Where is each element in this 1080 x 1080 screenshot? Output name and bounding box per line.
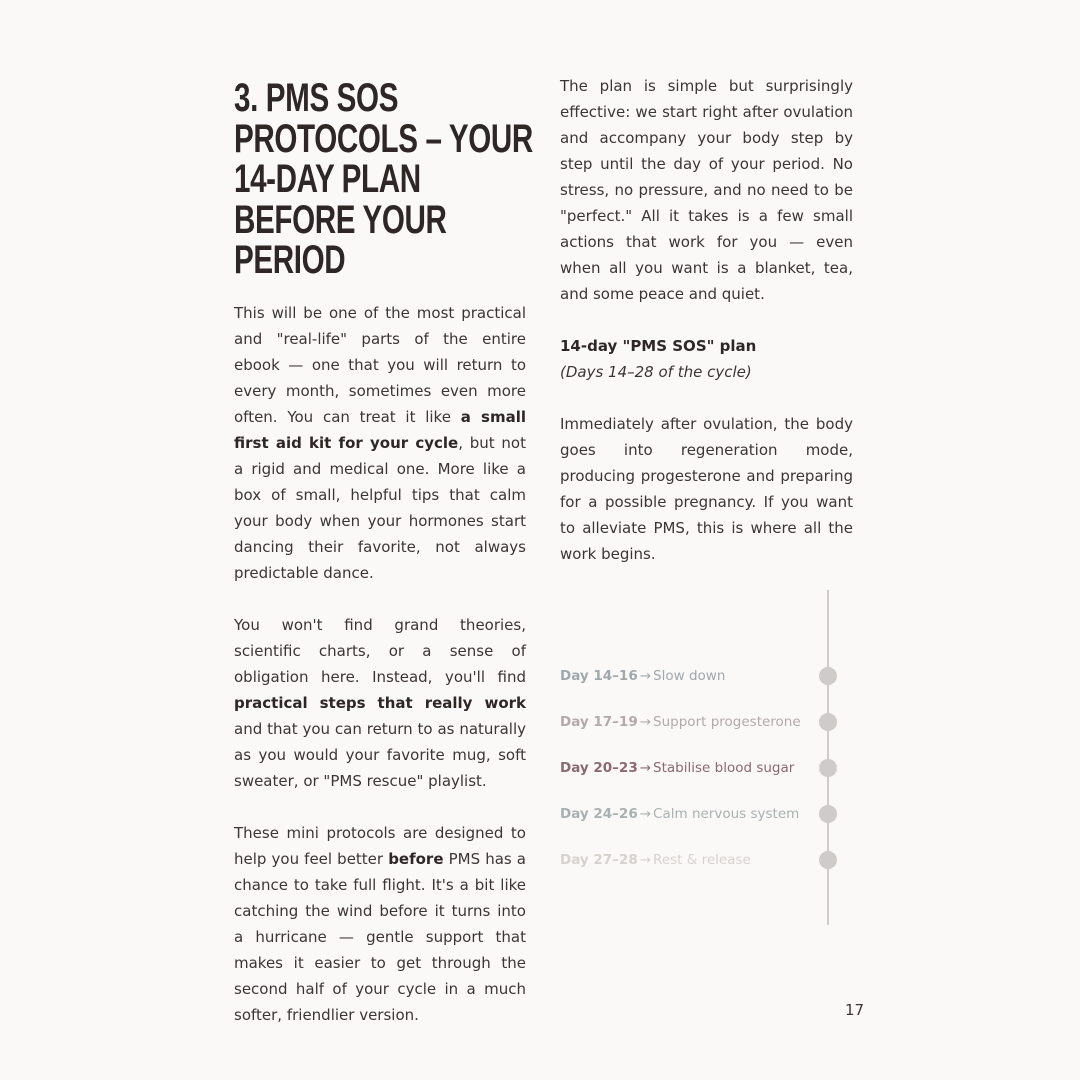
- bold-phrase: practical steps that really work: [234, 693, 526, 712]
- title-line: PERIOD: [234, 238, 346, 282]
- timeline-label: Stabilise blood sugar: [653, 760, 795, 776]
- timeline-dot: [819, 667, 837, 685]
- arrow-right-icon: →: [639, 714, 652, 730]
- paragraph-ovulation: Immediately after ovulation, the body goes into regeneration mode, producing progesterone and preparing for a possible pregnancy. If you want to alleviate PMS, this is where all the work begins.: [560, 415, 853, 563]
- text-run: and that you can return to as naturally as you would your favorite mug, soft sweater, or "PMS rescue" playlist.: [234, 719, 526, 790]
- text-run: You won't find grand theories, scientific charts, or a sense of obligation here. Instead, you'll find: [234, 615, 526, 686]
- timeline-day: Day 20–23: [560, 760, 638, 776]
- timeline-day: Day 24–26: [560, 806, 638, 822]
- title-line: BEFORE YOUR: [234, 197, 447, 242]
- page-title: [234, 76, 533, 282]
- paragraph-practical: [234, 612, 526, 794]
- timeline-dot: [819, 805, 837, 823]
- left-column: [234, 76, 533, 1028]
- timeline-item: [560, 712, 850, 732]
- text-run: This will be one of the most practical and "real-life" parts of the entire ebook — one that you will return to every month, sometimes even more often. You can treat it like: [234, 303, 526, 426]
- timeline-dot: [819, 851, 837, 869]
- timeline-day: Day 17–19: [560, 714, 638, 730]
- timeline-label: Rest & release: [653, 852, 751, 868]
- timeline-label: Slow down: [653, 668, 726, 684]
- page-number: 17: [845, 1001, 865, 1019]
- text-run: PMS has a chance to take full flight. It's a bit like catching the wind before it turns into a hurricane — gentle support that makes it easier to get through the second half of your cycle in a much softer, friendlier version.: [234, 849, 526, 1024]
- text-run: These mini protocols are designed to help you feel better: [234, 823, 526, 868]
- timeline-label: Calm nervous system: [653, 806, 800, 822]
- bold-phrase: a small first aid kit for your cycle: [234, 407, 526, 452]
- right-column: [560, 73, 853, 567]
- arrow-right-icon: →: [639, 760, 652, 776]
- timeline-item: [560, 758, 850, 778]
- timeline-item: [560, 850, 850, 870]
- arrow-right-icon: →: [639, 806, 652, 822]
- paragraph-plan-intro: The plan is simple but surprisingly effective: we start right after ovulation and accompany your body step by step until the day of your period. No stress, no pressure, and no need to be "perfect." All it takes is a few small actions that work for you — even when all you want is a blanket, tea, and some peace and quiet.: [560, 77, 853, 303]
- plan-subheading: (Days 14–28 of the cycle): [560, 363, 752, 381]
- timeline-day: Day 27–28: [560, 852, 638, 868]
- title-line: PROTOCOLS – YOUR: [234, 116, 533, 161]
- timeline: [560, 590, 840, 925]
- title-line: 3. PMS SOS: [234, 76, 399, 120]
- plan-heading: 14-day "PMS SOS" plan: [560, 337, 757, 355]
- paragraph-protocols: [234, 820, 526, 1028]
- arrow-right-icon: →: [639, 852, 652, 868]
- arrow-right-icon: →: [639, 668, 652, 684]
- timeline-item: [560, 666, 850, 686]
- timeline-dot: [819, 713, 837, 731]
- paragraph-intro: [234, 300, 526, 586]
- text-run: , but not a rigid and medical one. More like a box of small, helpful tips that calm your body when your hormones start dancing their favorite, not always predictable dance.: [234, 433, 526, 582]
- timeline-day: Day 14–16: [560, 668, 638, 684]
- bold-phrase: before: [388, 849, 444, 868]
- title-line: 14-DAY PLAN: [234, 157, 421, 201]
- timeline-item: [560, 804, 850, 824]
- timeline-label: Support progesterone: [653, 714, 801, 730]
- timeline-dot: [819, 759, 837, 777]
